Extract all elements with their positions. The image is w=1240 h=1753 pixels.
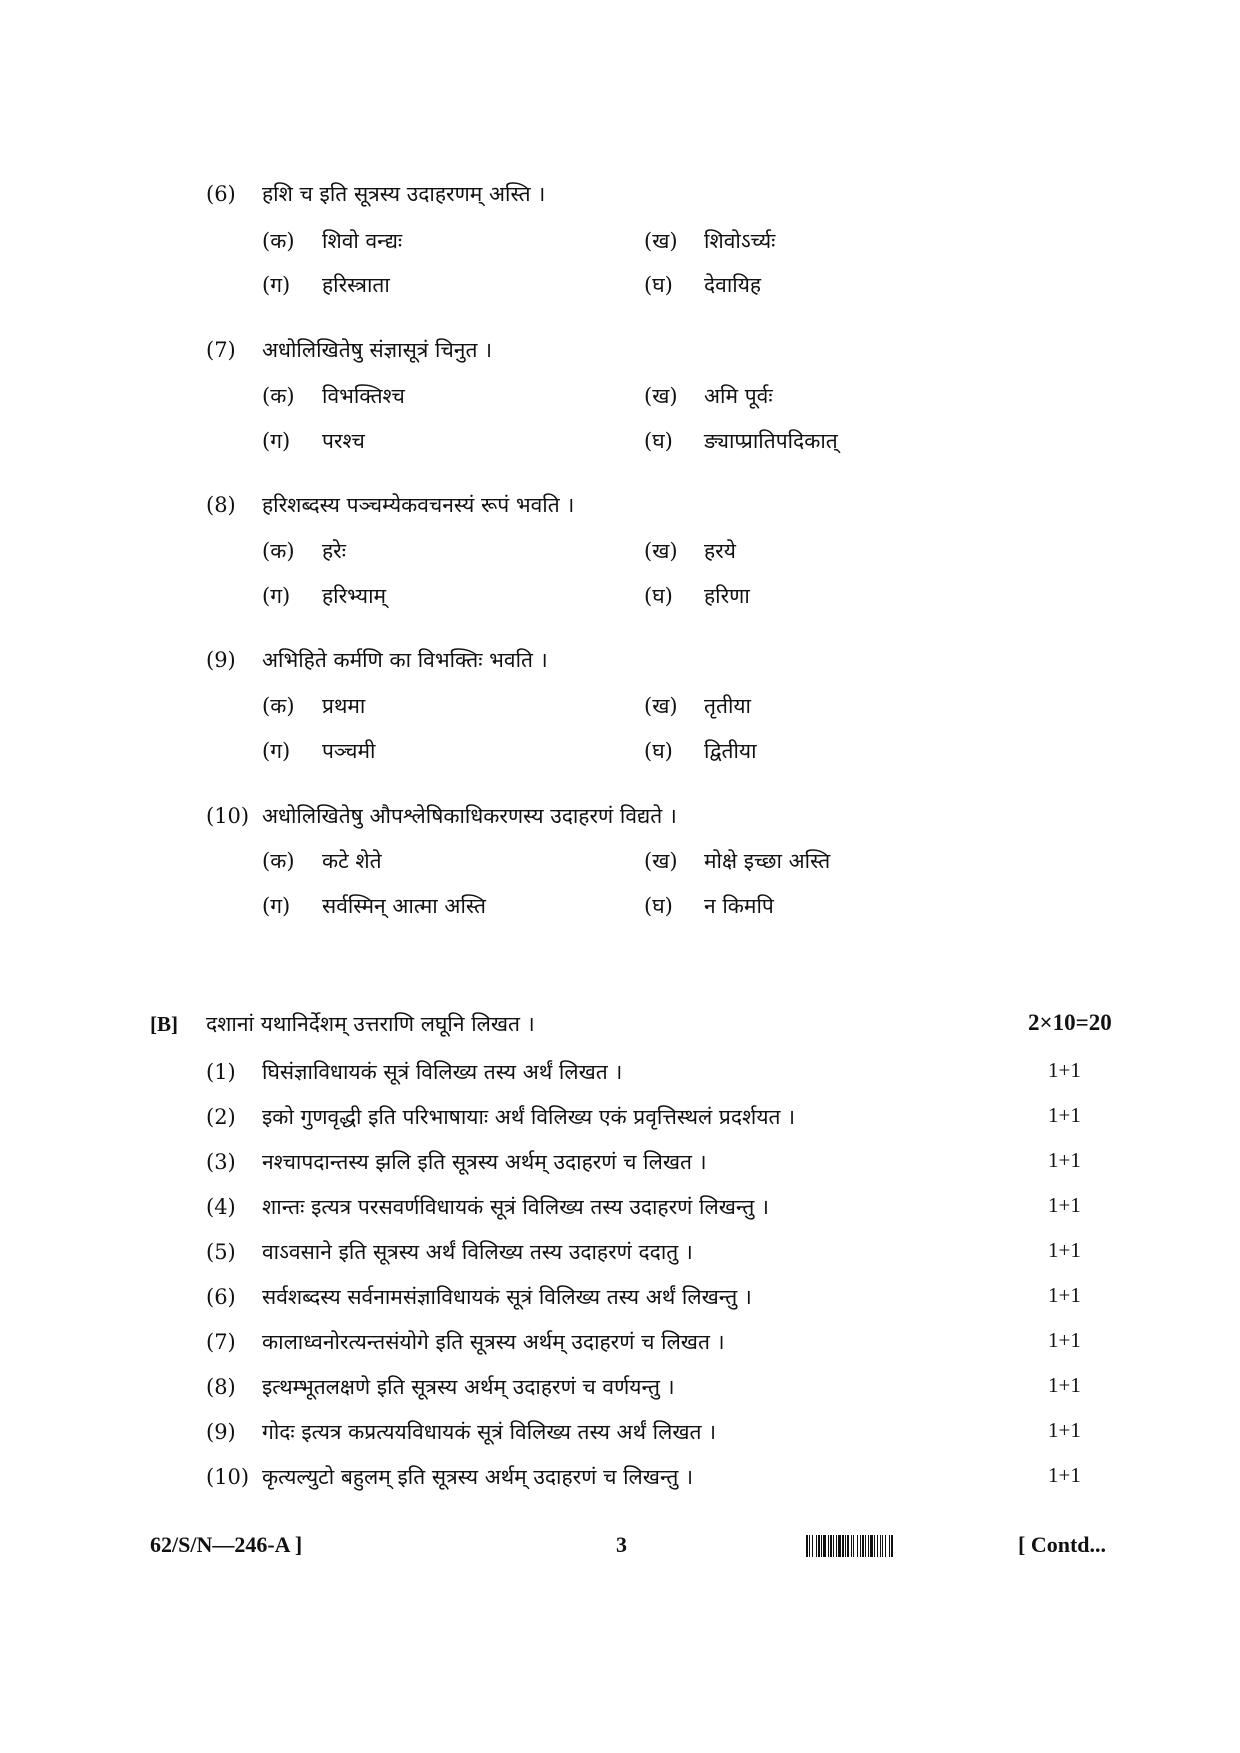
- page-number: 3: [616, 1532, 627, 1557]
- question-marks: 1+1: [1048, 1328, 1081, 1352]
- section-instruction: दशानां यथानिर्देशम् उत्तराणि लघूनि लिखत ।: [206, 1012, 535, 1036]
- option-kha: (ख) मोक्षे इच्छा अस्ति: [644, 849, 831, 873]
- question-marks: 1+1: [1048, 1103, 1081, 1127]
- short-question: (6) सर्वशब्दस्य सर्वनामसंज्ञाविधायकं सूत्रं विलिख्य तस्य अर्थं लिखन्तु ।: [206, 1285, 752, 1309]
- option-ga: (ग) हरिस्त्राता: [262, 273, 390, 297]
- question-marks: 1+1: [1048, 1418, 1081, 1442]
- short-question: (7) कालाध्वनोरत्यन्तसंयोगे इति सूत्रस्य अर्थम् उदाहरणं च लिखत ।: [206, 1330, 725, 1354]
- short-question: (10) कृत्यल्युटो बहुलम् इति सूत्रस्य अर्थम् उदाहरणं च लिखन्तु ।: [206, 1465, 694, 1489]
- question-9: [206, 646, 548, 674]
- question-text: अधोलिखितेषु औपश्लेषिकाधिकरणस्य उदाहरणं विद्यते ।: [262, 804, 677, 828]
- option-kha: (ख) अमि पूर्वः: [644, 384, 773, 408]
- short-question: (8) इत्थम्भूतलक्षणे इति सूत्रस्य अर्थम् उदाहरणं च वर्णयन्तु ।: [206, 1375, 675, 1399]
- question-number: (8): [206, 493, 236, 517]
- short-question: (2) इको गुणवृद्धी इति परिभाषायाः अर्थं विलिख्य एकं प्रवृत्तिस्थलं प्रदर्शयत ।: [206, 1105, 796, 1129]
- question-marks: 1+1: [1048, 1148, 1081, 1172]
- option-kha: (ख) तृतीया: [644, 694, 751, 718]
- option-ka: (क) प्रथमा: [262, 694, 366, 718]
- option-ga: (ग) परश्च: [262, 429, 365, 453]
- question-number: (7): [206, 338, 236, 362]
- section-marks-total: 2×10=20: [1028, 1010, 1112, 1035]
- section-b-heading: [150, 1010, 535, 1038]
- question-8: [206, 491, 574, 519]
- option-kha: (ख) शिवोऽर्च्यः: [644, 229, 776, 253]
- option-ga: (ग) सर्वस्मिन् आत्मा अस्ति: [262, 894, 487, 918]
- option-ka: (क) कटे शेते: [262, 849, 382, 873]
- question-6: [206, 180, 545, 208]
- option-ga: (ग) हरिभ्याम्: [262, 584, 387, 608]
- question-number: (10): [206, 804, 250, 828]
- option-ka: (क) हरेः: [262, 539, 346, 563]
- option-gha: (घ) न किमपि: [644, 894, 774, 918]
- short-question: (1) घिसंज्ञाविधायकं सूत्रं विलिख्य तस्य अर्थं लिखत ।: [206, 1060, 623, 1084]
- option-gha: (घ) देवायिह: [644, 273, 762, 297]
- continued-label: [ Contd...: [1018, 1532, 1107, 1557]
- option-kha: (ख) हरये: [644, 539, 736, 563]
- question-marks: 1+1: [1048, 1193, 1081, 1217]
- question-number: (6): [206, 182, 236, 206]
- short-question: (9) गोदः इत्यत्र कप्रत्ययविधायकं सूत्रं विलिख्य तस्य अर्थं लिखत ।: [206, 1420, 717, 1444]
- question-7: [206, 336, 492, 364]
- question-marks: 1+1: [1048, 1283, 1081, 1307]
- question-marks: 1+1: [1048, 1238, 1081, 1262]
- option-ga: (ग) पञ्चमी: [262, 739, 376, 763]
- option-ka: (क) विभक्तिश्च: [262, 384, 405, 408]
- question-text: अधोलिखितेषु संज्ञासूत्रं चिनुत ।: [262, 338, 493, 362]
- barcode-icon: [806, 1535, 1010, 1557]
- question-10: [206, 802, 677, 830]
- section-label: [B]: [150, 1012, 178, 1036]
- short-question: (3) नश्चापदान्तस्य झलि इति सूत्रस्य अर्थम् उदाहरणं च लिखत ।: [206, 1150, 707, 1174]
- question-text: अभिहिते कर्मणि का विभक्तिः भवति ।: [262, 648, 548, 672]
- question-text: हशि च इति सूत्रस्य उदाहरणम् अस्ति ।: [262, 182, 546, 206]
- question-marks: 1+1: [1048, 1463, 1081, 1487]
- question-number: (9): [206, 648, 236, 672]
- option-ka: (क) शिवो वन्द्यः: [262, 229, 403, 253]
- option-gha: (घ) हरिणा: [644, 584, 750, 608]
- option-gha: (घ) द्वितीया: [644, 739, 757, 763]
- question-marks: 1+1: [1048, 1058, 1081, 1082]
- short-question: (5) वाऽवसाने इति सूत्रस्य अर्थं विलिख्य तस्य उदाहरणं ददातु ।: [206, 1240, 693, 1264]
- question-marks: 1+1: [1048, 1373, 1081, 1397]
- question-text: हरिशब्दस्य पञ्चम्येकवचनस्यं रूपं भवति ।: [262, 493, 575, 517]
- option-gha: (घ) ङ्याप्प्रातिपदिकात्: [644, 429, 838, 453]
- short-question: (4) शान्तः इत्यत्र परसवर्णविधायकं सूत्रं विलिख्य तस्य उदाहरणं लिखन्तु ।: [206, 1195, 769, 1219]
- paper-code: 62/S/N—246-A ]: [150, 1532, 303, 1557]
